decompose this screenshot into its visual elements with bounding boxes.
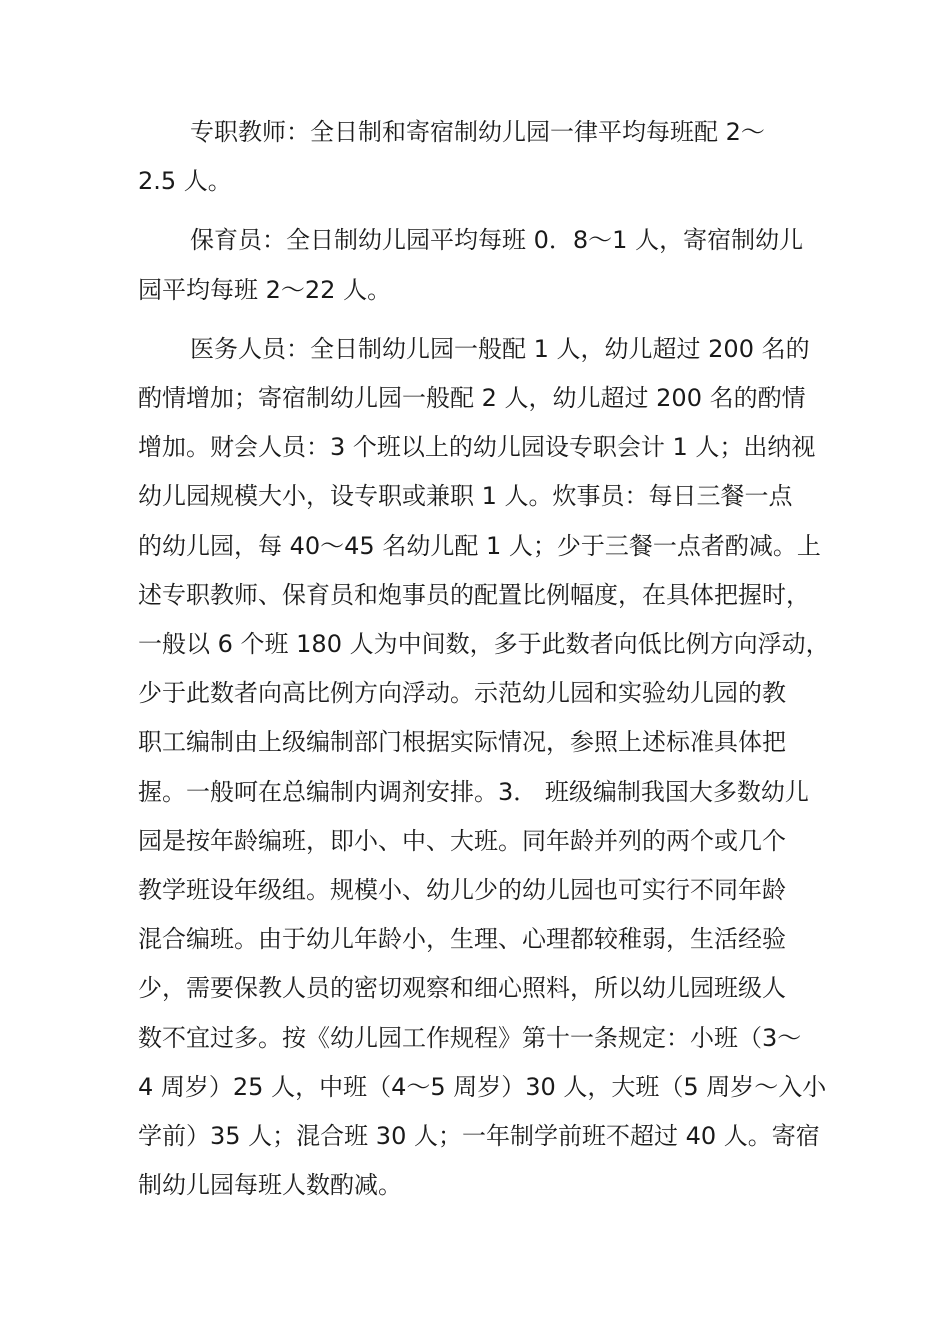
- text-line: 幼儿园规模大小，设专职或兼职 1 人。炊事员：每日三餐一点: [138, 482, 793, 511]
- text-line: 2.5 人。: [138, 167, 232, 196]
- text-line: 述专职教师、保育员和炮事员的配置比例幅度，在具体把握时，: [138, 580, 810, 609]
- paragraph-teachers: [138, 108, 818, 206]
- text-line: 职工编制由上级编制部门根据实际情况，参照上述标准具体把: [138, 728, 786, 757]
- text-line: 增加。财会人员：3 个班以上的幼儿园设专职会计 1 人；出纳视: [138, 433, 816, 462]
- text-line: 4 周岁）25 人，中班（4～5 周岁）30 人，大班（5 周岁～入小: [138, 1072, 827, 1101]
- document-body: [138, 108, 830, 1222]
- text-line: 学前）35 人；混合班 30 人；一年制学前班不超过 40 人。寄宿: [138, 1122, 820, 1151]
- text-line: 医务人员：全日制幼儿园一般配 1 人，幼儿超过 200 名的: [190, 334, 810, 363]
- text-line: 园平均每班 2～22 人。: [138, 275, 392, 304]
- text-line: 酌情增加；寄宿制幼儿园一般配 2 人，幼儿超过 200 名的酌情: [138, 384, 806, 413]
- paragraph-medical-and-classes: [138, 325, 830, 1211]
- text-line: 教学班设年级组。规模小、幼儿少的幼儿园也可实行不同年龄: [138, 876, 786, 905]
- text-line: 少于此数者向高比例方向浮动。示范幼儿园和实验幼儿园的教: [138, 679, 786, 708]
- text-line: 少，需要保教人员的密切观察和细心照料，所以幼儿园班级人: [138, 974, 786, 1003]
- text-line: 专职教师：全日制和寄宿制幼儿园一律平均每班配 2～: [190, 118, 765, 146]
- text-line: 握。一般呵在总编制内调剂安排。3． 班级编制我国大多数幼儿: [138, 777, 809, 806]
- paragraph-caregivers: [138, 216, 818, 314]
- text-line: 一般以 6 个班 180 人为中间数，多于此数者向低比例方向浮动，: [138, 630, 830, 659]
- text-line: 园是按年龄编班，即小、中、大班。同年龄并列的两个或几个: [138, 826, 786, 855]
- text-line: 的幼儿园，每 40～45 名幼儿配 1 人；少于三餐一点者酌减。上: [138, 531, 821, 560]
- text-line: 制幼儿园每班人数酌减。: [138, 1171, 402, 1200]
- text-line: 混合编班。由于幼儿年龄小，生理、心理都较稚弱，生活经验: [138, 925, 786, 954]
- text-line: 数不宜过多。按《幼儿园工作规程》第十一条规定：小班（3～: [138, 1023, 802, 1052]
- text-line: 保育员：全日制幼儿园平均每班 0．8～1 人，寄宿制幼儿: [190, 226, 804, 255]
